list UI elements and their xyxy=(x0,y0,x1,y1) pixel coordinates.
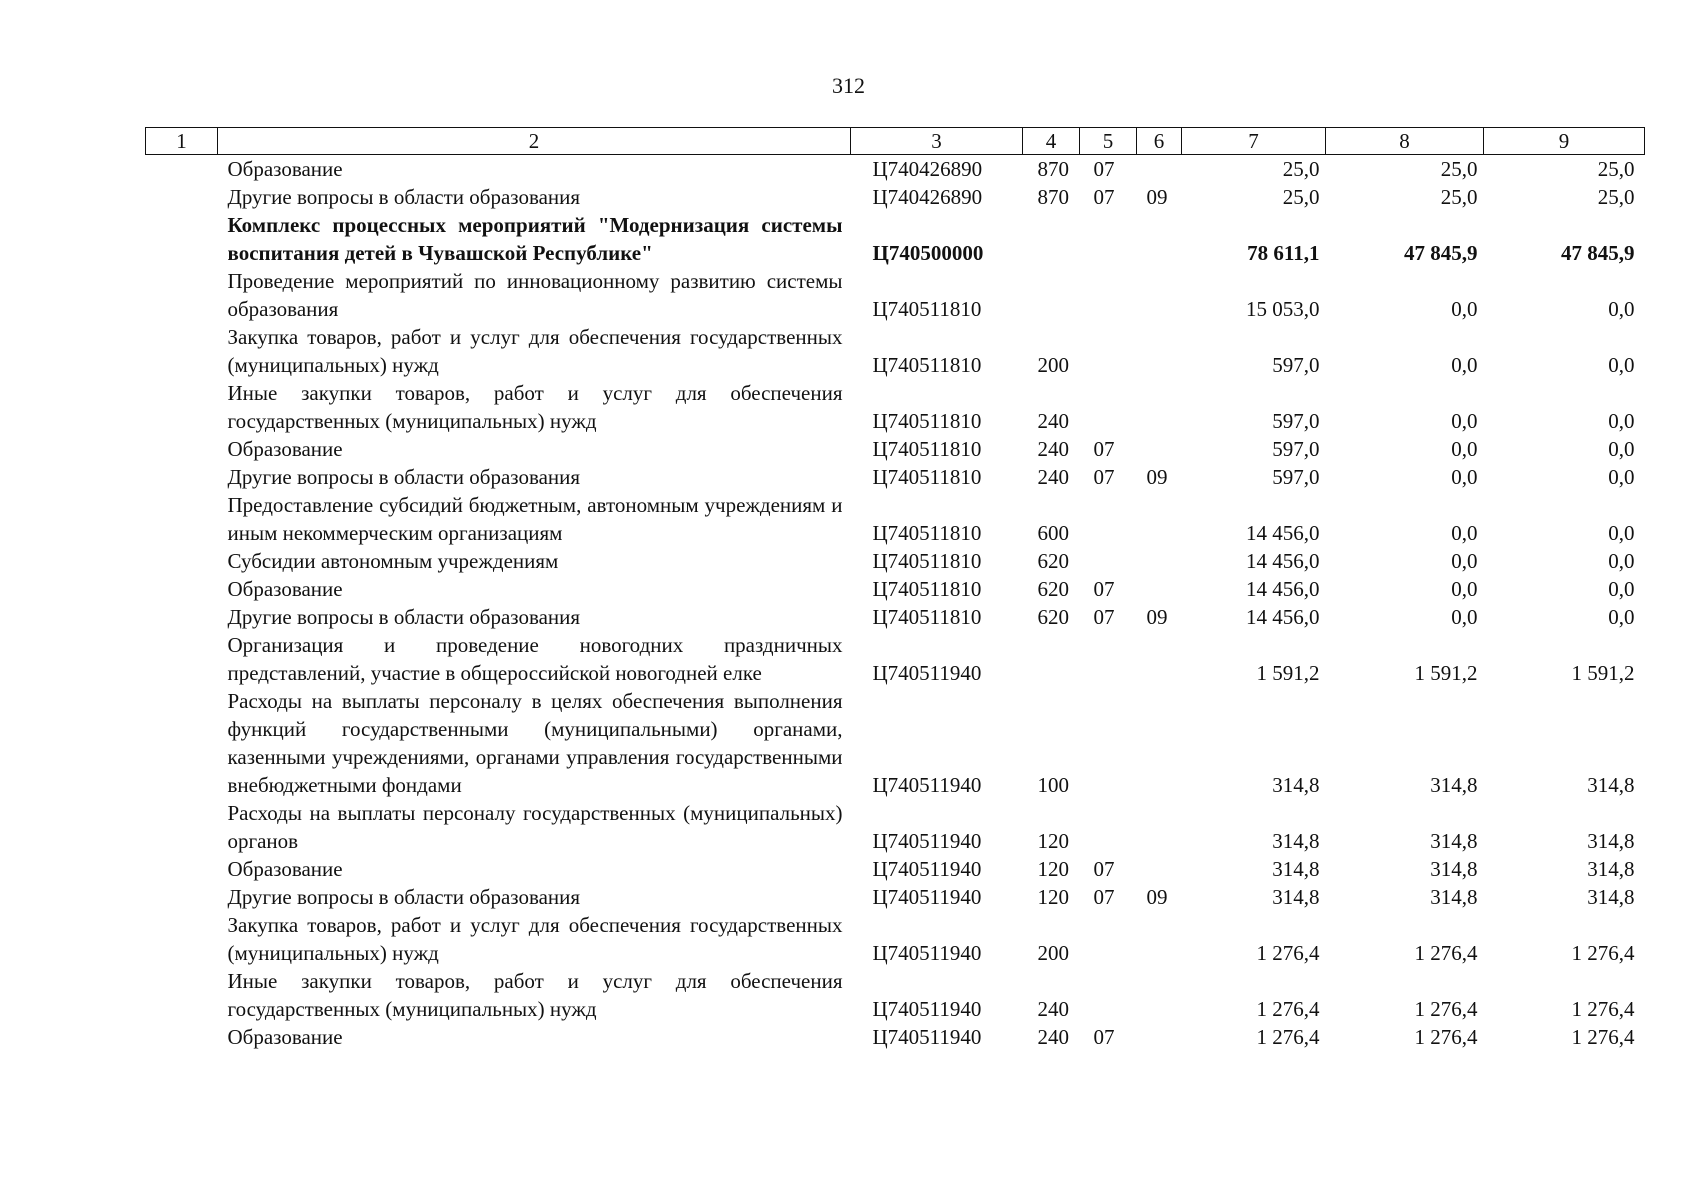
item-name: Расходы на выплаты персоналу государственных (муниципальных) органов xyxy=(227,801,843,853)
subsection-code xyxy=(1137,799,1182,855)
subsection-code xyxy=(1137,379,1182,435)
table-row xyxy=(146,155,1645,184)
row-number-cell xyxy=(146,211,218,267)
expense-type-code xyxy=(1023,267,1080,323)
table-row xyxy=(146,435,1645,463)
section-code xyxy=(1080,211,1137,267)
expense-type-code: 870 xyxy=(1037,157,1069,181)
row-number-cell xyxy=(146,799,218,855)
target-article-code: Ц740511940 xyxy=(872,829,982,853)
amount-col9: 0,0 xyxy=(1608,437,1635,461)
section-code xyxy=(1080,687,1137,799)
column-header: 1 xyxy=(146,128,218,155)
row-number-cell xyxy=(146,183,218,211)
amount-col8: 0,0 xyxy=(1451,549,1478,573)
row-number-cell xyxy=(146,463,218,491)
amount-col9: 47 845,9 xyxy=(1561,241,1635,265)
target-article-code: Ц740426890 xyxy=(872,157,983,181)
row-number-cell xyxy=(146,631,218,687)
amount-col8: 25,0 xyxy=(1440,185,1478,209)
amount-col9: 0,0 xyxy=(1608,577,1635,601)
section-code: 07 xyxy=(1093,185,1115,209)
item-name: Образование xyxy=(227,157,343,181)
subsection-code xyxy=(1137,267,1182,323)
section-code xyxy=(1080,967,1137,1023)
section-code xyxy=(1080,799,1137,855)
table-body xyxy=(146,155,1645,1052)
subsection-code xyxy=(1137,575,1182,603)
item-name: Образование xyxy=(227,1025,343,1049)
subsection-code xyxy=(1137,435,1182,463)
section-code xyxy=(1080,911,1137,967)
expense-type-code: 240 xyxy=(1037,465,1069,489)
table-row xyxy=(146,547,1645,575)
target-article-code: Ц740426890 xyxy=(872,185,983,209)
table-row xyxy=(146,267,1645,323)
amount-col8: 314,8 xyxy=(1430,829,1478,853)
table-row xyxy=(146,183,1645,211)
row-number-cell xyxy=(146,911,218,967)
item-name: Закупка товаров, работ и услуг для обеспечения государственных (муниципальных) нужд xyxy=(227,325,843,377)
amount-col8: 0,0 xyxy=(1451,605,1478,629)
amount-col8: 0,0 xyxy=(1451,353,1478,377)
target-article-code: Ц740511810 xyxy=(872,297,982,321)
table-row xyxy=(146,631,1645,687)
amount-col8: 0,0 xyxy=(1451,297,1478,321)
target-article-code: Ц740511810 xyxy=(872,605,982,629)
amount-col7: 314,8 xyxy=(1272,885,1320,909)
expense-type-code: 120 xyxy=(1037,829,1069,853)
amount-col7: 597,0 xyxy=(1272,353,1320,377)
column-header: 5 xyxy=(1080,128,1137,155)
section-code xyxy=(1080,323,1137,379)
item-name: Расходы на выплаты персоналу в целях обеспечения выполнения функций государственными (муниципальными) органами, казенными учреждениями, органами управления государственными внебюджетными фондами xyxy=(227,689,843,797)
amount-col9: 25,0 xyxy=(1597,157,1635,181)
item-name: Закупка товаров, работ и услуг для обеспечения государственных (муниципальных) нужд xyxy=(227,913,843,965)
amount-col8: 0,0 xyxy=(1451,437,1478,461)
expense-type-code: 620 xyxy=(1037,549,1069,573)
row-number-cell xyxy=(146,547,218,575)
section-code xyxy=(1080,631,1137,687)
table-row xyxy=(146,1023,1645,1051)
amount-col9: 314,8 xyxy=(1587,857,1635,881)
target-article-code: Ц740511810 xyxy=(872,577,982,601)
target-article-code: Ц740511810 xyxy=(872,521,982,545)
item-name: Другие вопросы в области образования xyxy=(227,885,581,909)
amount-col8: 1 276,4 xyxy=(1414,997,1478,1021)
row-number-cell xyxy=(146,379,218,435)
amount-col7: 1 276,4 xyxy=(1256,997,1320,1021)
amount-col8: 1 591,2 xyxy=(1414,661,1478,685)
subsection-code xyxy=(1137,855,1182,883)
row-number-cell xyxy=(146,687,218,799)
subsection-code: 09 xyxy=(1146,185,1168,209)
section-code xyxy=(1080,267,1137,323)
expense-type-code xyxy=(1023,631,1080,687)
expense-type-code: 870 xyxy=(1037,185,1069,209)
amount-col9: 314,8 xyxy=(1587,773,1635,797)
expense-type-code xyxy=(1023,211,1080,267)
row-number-cell xyxy=(146,435,218,463)
expense-type-code: 200 xyxy=(1037,941,1069,965)
amount-col9: 0,0 xyxy=(1608,605,1635,629)
amount-col7: 597,0 xyxy=(1272,465,1320,489)
row-number-cell xyxy=(146,267,218,323)
amount-col9: 314,8 xyxy=(1587,885,1635,909)
expense-type-code: 620 xyxy=(1037,605,1069,629)
expense-type-code: 240 xyxy=(1037,437,1069,461)
target-article-code: Ц740511810 xyxy=(872,549,982,573)
item-name: Другие вопросы в области образования xyxy=(227,185,581,209)
amount-col9: 1 276,4 xyxy=(1571,1025,1635,1049)
table-row xyxy=(146,575,1645,603)
row-number-cell xyxy=(146,323,218,379)
amount-col7: 597,0 xyxy=(1272,437,1320,461)
subsection-code: 09 xyxy=(1146,885,1168,909)
row-number-cell xyxy=(146,603,218,631)
item-name: Предоставление субсидий бюджетным, автономным учреждениям и иным некоммерческим организациям xyxy=(227,493,843,545)
subsection-code xyxy=(1137,1023,1182,1051)
section-code xyxy=(1080,547,1137,575)
target-article-code: Ц740511810 xyxy=(872,437,982,461)
page-number: 312 xyxy=(832,73,865,98)
column-header: 4 xyxy=(1023,128,1080,155)
amount-col7: 15 053,0 xyxy=(1246,297,1320,321)
item-name: Иные закупки товаров, работ и услуг для обеспечения государственных (муниципальных) нужд xyxy=(227,381,843,433)
subsection-code xyxy=(1137,211,1182,267)
target-article-code: Ц740511810 xyxy=(872,353,982,377)
amount-col8: 0,0 xyxy=(1451,465,1478,489)
amount-col8: 314,8 xyxy=(1430,885,1478,909)
amount-col7: 314,8 xyxy=(1272,829,1320,853)
column-header: 8 xyxy=(1326,128,1484,155)
amount-col7: 25,0 xyxy=(1282,157,1320,181)
amount-col9: 0,0 xyxy=(1608,549,1635,573)
header-row xyxy=(146,128,1645,155)
amount-col9: 0,0 xyxy=(1608,465,1635,489)
amount-col7: 25,0 xyxy=(1282,185,1320,209)
amount-col9: 314,8 xyxy=(1587,829,1635,853)
item-name: Другие вопросы в области образования xyxy=(227,605,581,629)
column-header: 9 xyxy=(1484,128,1645,155)
item-name: Образование xyxy=(227,857,343,881)
section-code: 07 xyxy=(1093,885,1115,909)
column-header: 6 xyxy=(1137,128,1182,155)
item-name: Образование xyxy=(227,577,343,601)
amount-col7: 597,0 xyxy=(1272,409,1320,433)
item-name: Субсидии автономным учреждениям xyxy=(227,549,559,573)
subsection-code: 09 xyxy=(1146,605,1168,629)
expense-type-code: 100 xyxy=(1037,773,1069,797)
column-header: 2 xyxy=(218,128,851,155)
amount-col9: 0,0 xyxy=(1608,353,1635,377)
amount-col7: 1 276,4 xyxy=(1256,1025,1320,1049)
section-code xyxy=(1080,491,1137,547)
column-header: 7 xyxy=(1182,128,1326,155)
row-number-cell xyxy=(146,883,218,911)
item-name: Проведение мероприятий по инновационному развитию системы образования xyxy=(227,269,843,321)
item-name: Комплекс процессных мероприятий "Модернизация системы воспитания детей в Чувашской Республике" xyxy=(227,213,843,265)
amount-col7: 1 276,4 xyxy=(1256,941,1320,965)
subsection-code xyxy=(1137,967,1182,1023)
subsection-code xyxy=(1137,491,1182,547)
section-code: 07 xyxy=(1093,605,1115,629)
item-name: Образование xyxy=(227,437,343,461)
amount-col9: 1 591,2 xyxy=(1571,661,1635,685)
amount-col8: 1 276,4 xyxy=(1414,1025,1478,1049)
amount-col7: 14 456,0 xyxy=(1246,577,1320,601)
amount-col9: 25,0 xyxy=(1597,185,1635,209)
section-code: 07 xyxy=(1093,1025,1115,1049)
amount-col9: 0,0 xyxy=(1608,409,1635,433)
table-row xyxy=(146,379,1645,435)
target-article-code: Ц740511940 xyxy=(872,773,982,797)
row-number-cell xyxy=(146,491,218,547)
subsection-code: 09 xyxy=(1146,465,1168,489)
amount-col8: 314,8 xyxy=(1430,857,1478,881)
amount-col8: 0,0 xyxy=(1451,409,1478,433)
amount-col8: 314,8 xyxy=(1430,773,1478,797)
subsection-code xyxy=(1137,911,1182,967)
amount-col9: 0,0 xyxy=(1608,521,1635,545)
column-header: 3 xyxy=(851,128,1023,155)
amount-col8: 0,0 xyxy=(1451,577,1478,601)
item-name: Другие вопросы в области образования xyxy=(227,465,581,489)
section-code: 07 xyxy=(1093,465,1115,489)
section-code: 07 xyxy=(1093,437,1115,461)
table-row xyxy=(146,211,1645,267)
subsection-code xyxy=(1137,547,1182,575)
section-code xyxy=(1080,379,1137,435)
expense-type-code: 620 xyxy=(1037,577,1069,601)
section-code: 07 xyxy=(1093,857,1115,881)
expense-type-code: 600 xyxy=(1037,521,1069,545)
target-article-code: Ц740511940 xyxy=(872,941,982,965)
row-number-cell xyxy=(146,855,218,883)
item-name: Организация и проведение новогодних праздничных представлений, участие в общероссийской новогодней елке xyxy=(227,633,843,685)
row-number-cell xyxy=(146,967,218,1023)
amount-col7: 14 456,0 xyxy=(1246,605,1320,629)
expense-type-code: 240 xyxy=(1037,1025,1069,1049)
budget-table xyxy=(145,127,1645,1051)
amount-col8: 47 845,9 xyxy=(1404,241,1478,265)
table-row xyxy=(146,799,1645,855)
target-article-code: Ц740511810 xyxy=(872,409,982,433)
row-number-cell xyxy=(146,575,218,603)
target-article-code: Ц740511940 xyxy=(872,997,982,1021)
section-code: 07 xyxy=(1093,577,1115,601)
expense-type-code: 200 xyxy=(1037,353,1069,377)
target-article-code: Ц740500000 xyxy=(872,241,984,265)
table-header xyxy=(146,128,1645,155)
table-row xyxy=(146,491,1645,547)
table-row xyxy=(146,603,1645,631)
subsection-code xyxy=(1137,155,1182,184)
table-row xyxy=(146,687,1645,799)
section-code: 07 xyxy=(1093,157,1115,181)
amount-col9: 1 276,4 xyxy=(1571,941,1635,965)
amount-col9: 1 276,4 xyxy=(1571,997,1635,1021)
subsection-code xyxy=(1137,631,1182,687)
expense-type-code: 240 xyxy=(1037,409,1069,433)
target-article-code: Ц740511940 xyxy=(872,857,982,881)
target-article-code: Ц740511940 xyxy=(872,661,982,685)
amount-col9: 0,0 xyxy=(1608,297,1635,321)
row-number-cell xyxy=(146,155,218,184)
table-row xyxy=(146,911,1645,967)
target-article-code: Ц740511810 xyxy=(872,465,982,489)
amount-col7: 314,8 xyxy=(1272,773,1320,797)
table-row xyxy=(146,323,1645,379)
expense-type-code: 120 xyxy=(1037,885,1069,909)
table-row xyxy=(146,883,1645,911)
amount-col8: 0,0 xyxy=(1451,521,1478,545)
table-row xyxy=(146,463,1645,491)
expense-type-code: 120 xyxy=(1037,857,1069,881)
table-row xyxy=(146,855,1645,883)
table-row xyxy=(146,967,1645,1023)
row-number-cell xyxy=(146,1023,218,1051)
expense-type-code: 240 xyxy=(1037,997,1069,1021)
amount-col8: 1 276,4 xyxy=(1414,941,1478,965)
amount-col7: 78 611,1 xyxy=(1247,241,1320,265)
target-article-code: Ц740511940 xyxy=(872,1025,982,1049)
subsection-code xyxy=(1137,323,1182,379)
amount-col7: 1 591,2 xyxy=(1256,661,1320,685)
amount-col7: 14 456,0 xyxy=(1246,521,1320,545)
amount-col8: 25,0 xyxy=(1440,157,1478,181)
target-article-code: Ц740511940 xyxy=(872,885,982,909)
amount-col7: 14 456,0 xyxy=(1246,549,1320,573)
subsection-code xyxy=(1137,687,1182,799)
item-name: Иные закупки товаров, работ и услуг для обеспечения государственных (муниципальных) нужд xyxy=(227,969,843,1021)
amount-col7: 314,8 xyxy=(1272,857,1320,881)
